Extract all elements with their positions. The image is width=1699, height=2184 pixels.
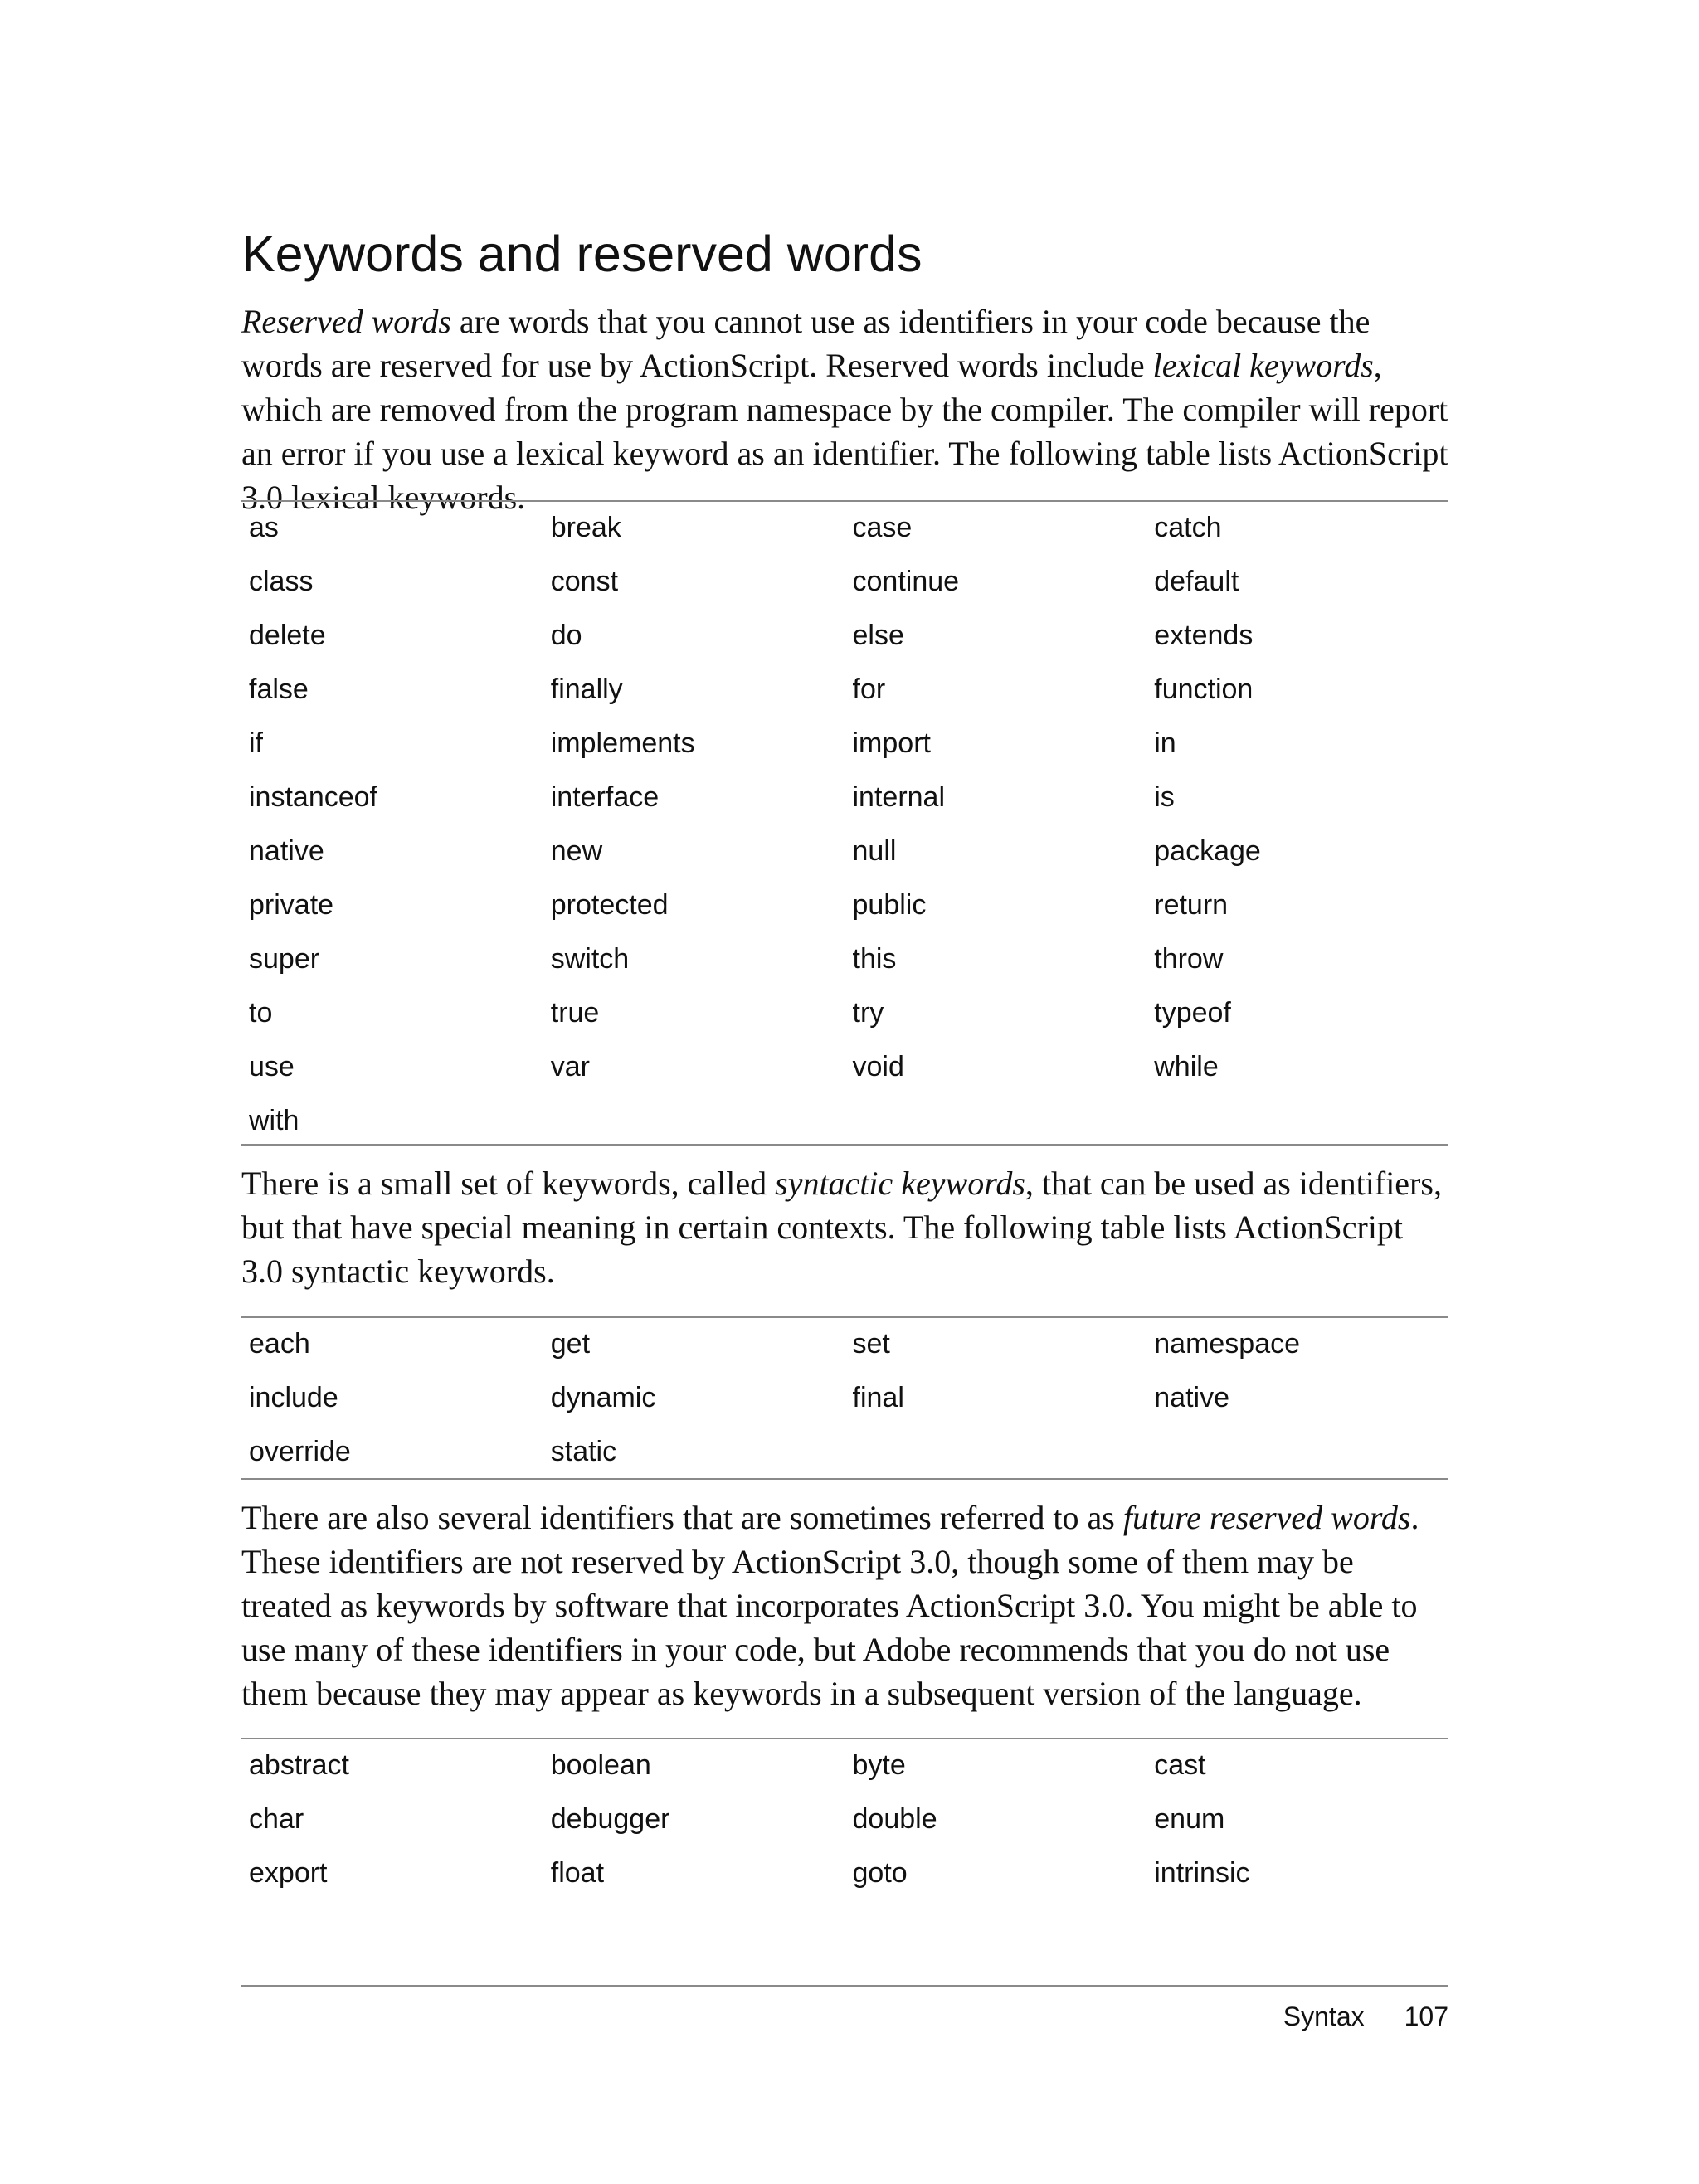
table-row xyxy=(241,878,1448,932)
table-bottom-rule xyxy=(241,1144,1448,1146)
table-row xyxy=(241,1739,1448,1792)
keyword-cell: break xyxy=(550,512,621,543)
table-row xyxy=(241,1846,1448,1900)
keyword-cell: goto xyxy=(852,1857,908,1889)
keyword-cell xyxy=(543,1094,845,1148)
keyword-cell: continue xyxy=(852,566,960,597)
keyword-cell: internal xyxy=(852,781,946,813)
keyword-cell: while xyxy=(1154,1051,1219,1082)
keyword-cell: typeof xyxy=(1154,997,1231,1029)
table-bottom-rule xyxy=(241,1478,1448,1480)
keyword-cell: use xyxy=(249,1051,295,1082)
table-row xyxy=(241,663,1448,717)
keyword-cell: final xyxy=(852,1382,904,1413)
keyword-cell: implements xyxy=(550,727,695,759)
keyword-cell: dynamic xyxy=(550,1382,656,1413)
term-syntactic-keywords: syntactic keywords xyxy=(775,1165,1025,1202)
keyword-cell: public xyxy=(852,889,927,921)
keyword-cell: protected xyxy=(550,889,669,921)
keyword-cell: false xyxy=(249,674,309,705)
page-number: 107 xyxy=(1404,2002,1448,2031)
keyword-cell: namespace xyxy=(1154,1328,1301,1360)
table-row xyxy=(241,824,1448,878)
table-row xyxy=(241,771,1448,824)
syntactic-paragraph xyxy=(241,1161,1448,1293)
keyword-cell: case xyxy=(852,512,913,543)
term-future-reserved-words: future reserved words xyxy=(1122,1499,1411,1536)
table-row xyxy=(241,555,1448,609)
keyword-cell: else xyxy=(852,620,904,651)
keyword-cell: in xyxy=(1154,727,1176,759)
keyword-cell: switch xyxy=(550,943,630,975)
keyword-cell: double xyxy=(852,1803,937,1835)
term-lexical-keywords: lexical keywords xyxy=(1152,347,1374,384)
keyword-cell: if xyxy=(249,727,263,759)
keyword-cell: debugger xyxy=(550,1803,670,1835)
keyword-cell: for xyxy=(852,674,886,705)
keyword-cell: return xyxy=(1154,889,1229,921)
keyword-cell: class xyxy=(249,566,314,597)
keyword-cell: char xyxy=(249,1803,304,1835)
table-row xyxy=(241,717,1448,771)
keyword-cell: override xyxy=(249,1436,351,1467)
keyword-cell: package xyxy=(1154,835,1261,867)
keyword-cell: private xyxy=(249,889,334,921)
keyword-cell: do xyxy=(550,620,582,651)
footer-rule xyxy=(241,1985,1448,1987)
keyword-cell: catch xyxy=(1154,512,1222,543)
future-reserved-paragraph xyxy=(241,1496,1448,1715)
keyword-cell: as xyxy=(249,512,279,543)
future-reserved-table xyxy=(241,1739,1448,1900)
keyword-cell: throw xyxy=(1154,943,1224,975)
keyword-cell: include xyxy=(249,1382,338,1413)
keyword-cell: get xyxy=(550,1328,591,1360)
keyword-cell: new xyxy=(550,835,603,867)
keyword-cell xyxy=(1146,1094,1448,1148)
keyword-cell: boolean xyxy=(550,1749,651,1781)
keyword-cell xyxy=(845,1094,1147,1148)
table-row xyxy=(241,932,1448,986)
intro-paragraph xyxy=(241,299,1448,519)
keyword-cell: set xyxy=(852,1328,890,1360)
keyword-cell: void xyxy=(852,1051,904,1082)
table-row xyxy=(241,1317,1448,1371)
keyword-cell: null xyxy=(852,835,897,867)
keyword-cell: function xyxy=(1154,674,1254,705)
keyword-cell: enum xyxy=(1154,1803,1225,1835)
keyword-cell: abstract xyxy=(249,1749,349,1781)
keyword-cell: extends xyxy=(1154,620,1254,651)
table-row xyxy=(241,1371,1448,1425)
future-text-1: There are also several identifiers that are sometimes referred to as xyxy=(241,1499,1123,1536)
syntactic-text-2: , that can be used as identifiers, but that have special meaning in certain contexts. The following table lists ActionScript 3.0 syntactic keywords. xyxy=(241,1165,1442,1290)
keyword-cell: var xyxy=(550,1051,590,1082)
keyword-cell: is xyxy=(1154,781,1175,813)
table-row xyxy=(241,609,1448,663)
table-row xyxy=(241,1792,1448,1846)
keyword-cell: native xyxy=(1154,1382,1229,1413)
table-row xyxy=(241,1425,1448,1479)
keyword-cell: each xyxy=(249,1328,310,1360)
keyword-cell: intrinsic xyxy=(1154,1857,1250,1889)
keyword-cell: float xyxy=(550,1857,605,1889)
keyword-cell xyxy=(1146,1425,1448,1479)
keyword-cell: byte xyxy=(852,1749,906,1781)
keyword-cell: interface xyxy=(550,781,660,813)
table-row xyxy=(241,1040,1448,1094)
syntactic-text-1: There is a small set of keywords, called xyxy=(241,1165,776,1202)
keyword-cell: const xyxy=(550,566,619,597)
term-reserved-words: Reserved words xyxy=(241,303,451,340)
keyword-cell: to xyxy=(249,997,273,1029)
keyword-cell: export xyxy=(249,1857,328,1889)
table-row xyxy=(241,1094,1448,1148)
keyword-cell: with xyxy=(249,1105,299,1136)
page-title: Keywords and reserved words xyxy=(241,226,923,282)
intro-text-2: , which are removed from the program namespace by the compiler. The compiler will report an error if you use a lexical keyword as an identifier. The following table lists ActionScript 3.0 lexical keywords. xyxy=(241,347,1448,516)
footer-section: Syntax xyxy=(1283,2002,1365,2031)
keyword-cell: import xyxy=(852,727,931,759)
syntactic-keywords-table xyxy=(241,1317,1448,1479)
intro-text-1: are words that you cannot use as identifiers in your code because the words are reserved for use by ActionScript. Reserved words include xyxy=(241,303,1370,384)
keyword-cell: finally xyxy=(550,674,623,705)
future-text-2: . These identifiers are not reserved by ActionScript 3.0, though some of them may be treated as keywords by software that incorporates ActionScript 3.0. You might be able to use many of these identifiers in your code, but Adobe recommends that you do not use them because they may appear as keywords in a subsequent version of the language. xyxy=(241,1499,1419,1712)
keyword-cell: static xyxy=(550,1436,617,1467)
lexical-keywords-table xyxy=(241,501,1448,1148)
keyword-cell: instanceof xyxy=(249,781,377,813)
table-row xyxy=(241,986,1448,1040)
keyword-cell: super xyxy=(249,943,320,975)
keyword-cell: true xyxy=(550,997,600,1029)
keyword-cell: try xyxy=(852,997,884,1029)
table-row xyxy=(241,501,1448,555)
keyword-cell: native xyxy=(249,835,324,867)
page-footer xyxy=(1283,2002,1448,2032)
keyword-cell: this xyxy=(852,943,897,975)
keyword-cell: default xyxy=(1154,566,1239,597)
keyword-cell xyxy=(845,1425,1147,1479)
keyword-cell: delete xyxy=(249,620,326,651)
keyword-cell: cast xyxy=(1154,1749,1206,1781)
